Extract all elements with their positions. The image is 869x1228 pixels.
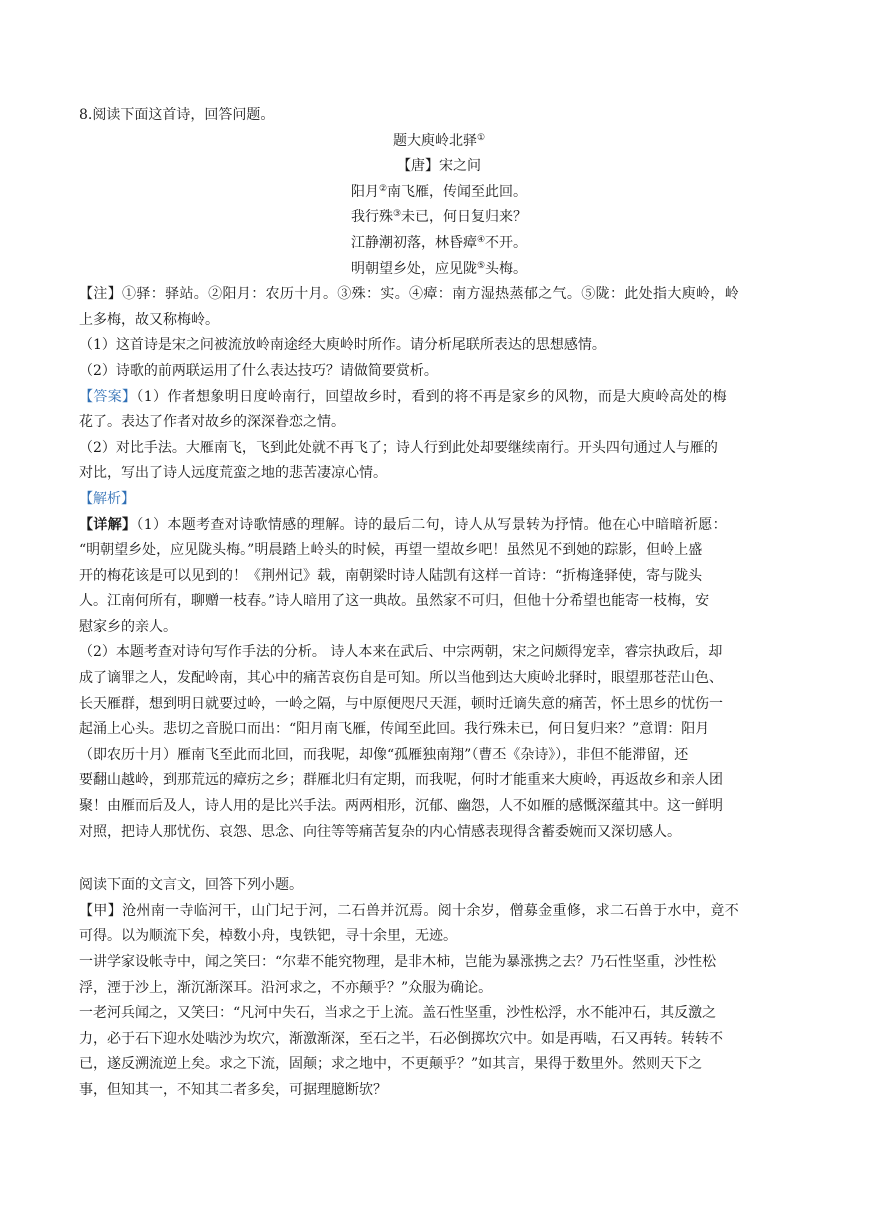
detail-line: 成了谪罪之人，发配岭南，其心中的痛苦哀伤自是可知。所以当他到达大庾岭北驿时，眼望那苍茫山色、 [79, 670, 723, 687]
poem-notes-line: 【注】①驿：驿站。②阳月：农历十月。③殊：实。④瘴：南方湿热蒸郁之气。⑤陇：此处指大庾岭，岭 [79, 286, 740, 303]
detail-line: 要翻山越岭，到那荒远的瘴疠之乡；群雁北归有定期，而我呢，何时才能重来大庾岭，再返故乡和亲人团 [79, 772, 723, 789]
answer-text: （1）作者想象明日度岭南行，回望故乡时，看到的将不再是家乡的风物，而是大庾岭高处的梅 [136, 388, 728, 405]
poem-line-note: ④ [476, 234, 486, 245]
detail-line: “明朝望乡处，应见陇头梅。”明晨踏上岭头的时候，再望一望故乡吧！虽然见不到她的踪影，但岭上盛 [79, 542, 703, 559]
detail-line: 聚！由雁而后及人，诗人用的是比兴手法。两两相形，沉郁、幽怨，人不如雁的感慨深蕴其中。这一鲜明 [79, 798, 723, 815]
poem-author [79, 154, 799, 180]
poem-line-text: 不开。 [485, 234, 528, 251]
poem-line-text: 阳月 [350, 183, 379, 200]
passage-line: 一老河兵闻之，又笑曰：“凡河中失石，当求之于上流。盖石性坚重，沙性松浮，水不能冲石，其反激之 [79, 1005, 717, 1022]
poem-line [79, 231, 799, 257]
sub-question: （2）诗歌的前两联运用了什么表达技巧？请做简要赏析。 [79, 362, 438, 379]
detail-text: （1）本题考查对诗歌情感的理解。诗的最后二句，诗人从写景转为抒情。他在心中暗暗祈愿： [136, 516, 728, 533]
poem-title-note: ① [476, 132, 486, 143]
sub-question: （1）这首诗是宋之问被流放岭南途经大庾岭时所作。请分析尾联所表达的思想感情。 [79, 337, 606, 354]
passage-line: 事，但知其一，不知其二者多矣，可据理臆断欤？ [79, 1081, 387, 1098]
poem-line-text: 头梅。 [485, 260, 528, 277]
poem-line-text: 未已，何日复归来？ [401, 209, 528, 226]
poem-line-note: ⑤ [476, 260, 486, 271]
answer-line: 对比，写出了诗人远度荒蛮之地的悲苦凄凉心情。 [79, 465, 387, 482]
poem-title [79, 129, 799, 155]
analysis-label: 【解析】 [79, 490, 135, 507]
detail-line: 起涌上心头。悲切之音脱口而出：“阳月南飞雁，传闻至此回。我行殊未已，何日复归来？”意谓：阳月 [79, 721, 710, 738]
poem-line-text: 南飞雁，传闻至此回。 [387, 183, 528, 200]
poem-line-text: 明朝望乡处，应见陇 [350, 260, 477, 277]
passage-line: 已，遂反溯流逆上矣。求之下流，固颠；求之地中，不更颠乎？”如其言，果得于数里外。然则天下之 [79, 1056, 703, 1073]
poem-line-note: ③ [392, 209, 402, 220]
answer-label: 【答案】 [79, 388, 137, 405]
detail-line: 对照，把诗人那忧伤、哀怨、思念、向往等等痛苦复杂的内心情感表现得含蓄委婉而又深切感人。 [79, 823, 681, 840]
answer-line: 花了。表达了作者对故乡的深深眷恋之情。 [79, 414, 345, 431]
answer-line [79, 385, 799, 411]
section-gap [79, 845, 799, 873]
detail-line: 人。江南何所有，聊赠一枝春。”诗人暗用了这一典故。虽然家不可归，但他十分希望也能寄一枝梅，安 [79, 593, 710, 610]
detail-line: 慰家乡的亲人。 [79, 618, 177, 635]
detail-line: （即农历十月）雁南飞至此而北回，而我呢，却像“孤雁独南翔”（曹丕《杂诗》），非但不能滞留，还 [79, 746, 689, 763]
answer-line: （2）对比手法。大雁南飞，飞到此处就不再飞了；诗人行到此处却要继续南行。开头四句通过人与雁的 [79, 439, 718, 456]
poem-author-dynasty: 【唐】 [397, 158, 439, 175]
passage-line [79, 899, 799, 925]
question-prompt: 8.阅读下面这首诗，回答问题。 [79, 107, 275, 123]
poem-line-note: ② [378, 183, 388, 194]
document-page [79, 103, 799, 1104]
detail-line: 长天雁群，想到明日就要过岭，一岭之隔，与中原便咫尺天涯，顿时迁谪失意的痛苦，怀土思乡的忧伤一 [79, 695, 723, 712]
passage-line: 一讲学家设帐寺中，闻之笑曰：“尔辈不能究物理，是非木柿，岂能为暴涨携之去？乃石性坚重，沙性松 [79, 954, 717, 970]
detail-line: （2）本题考查对诗句写作手法的分析。 诗人本来在武后、中宗两朝，宋之问颇得宠幸，睿宗执政后，却 [79, 644, 723, 661]
detail-line: 开的梅花该是可以见到的！《荆州记》载，南朝梁时诗人陆凯有这样一首诗：“折梅逢驿使，寄与陇头 [79, 567, 703, 584]
poem-notes-line: 上多梅，故又称梅岭。 [79, 311, 219, 328]
passage-line: 可得。以为顺流下矣，棹数小舟，曳铁钯，寻十余里，无迹。 [79, 928, 457, 945]
passage-text: 沧州南一寺临河干，山门圮于河，二石兽并沉焉。阅十余岁，僧募金重修，求二石兽于水中，竟不 [122, 902, 740, 919]
detail-label: 【详解】 [79, 516, 137, 533]
poem-title-text: 题大庾岭北驿 [392, 132, 477, 149]
poem-line-text: 江静潮初落，林昏瘴 [350, 234, 477, 251]
passage-jia-label: 【甲】 [79, 902, 123, 919]
poem-line [79, 180, 799, 206]
passage-prompt: 阅读下面的文言文，回答下列小题。 [79, 877, 303, 894]
poem-author-name: 宋之问 [439, 158, 481, 175]
poem-line [79, 257, 799, 283]
poem-line [79, 205, 799, 231]
passage-line: 浮，湮于沙上，渐沉渐深耳。沿河求之，不亦颠乎？”众服为确论。 [79, 979, 493, 996]
detail-line [79, 513, 799, 539]
passage-line: 力，必于石下迎水处啮沙为坎穴，渐激渐深，至石之半，石必倒掷坎穴中。如是再啮，石又再转。转转不 [79, 1030, 723, 1047]
poem-line-text: 我行殊 [350, 209, 393, 226]
